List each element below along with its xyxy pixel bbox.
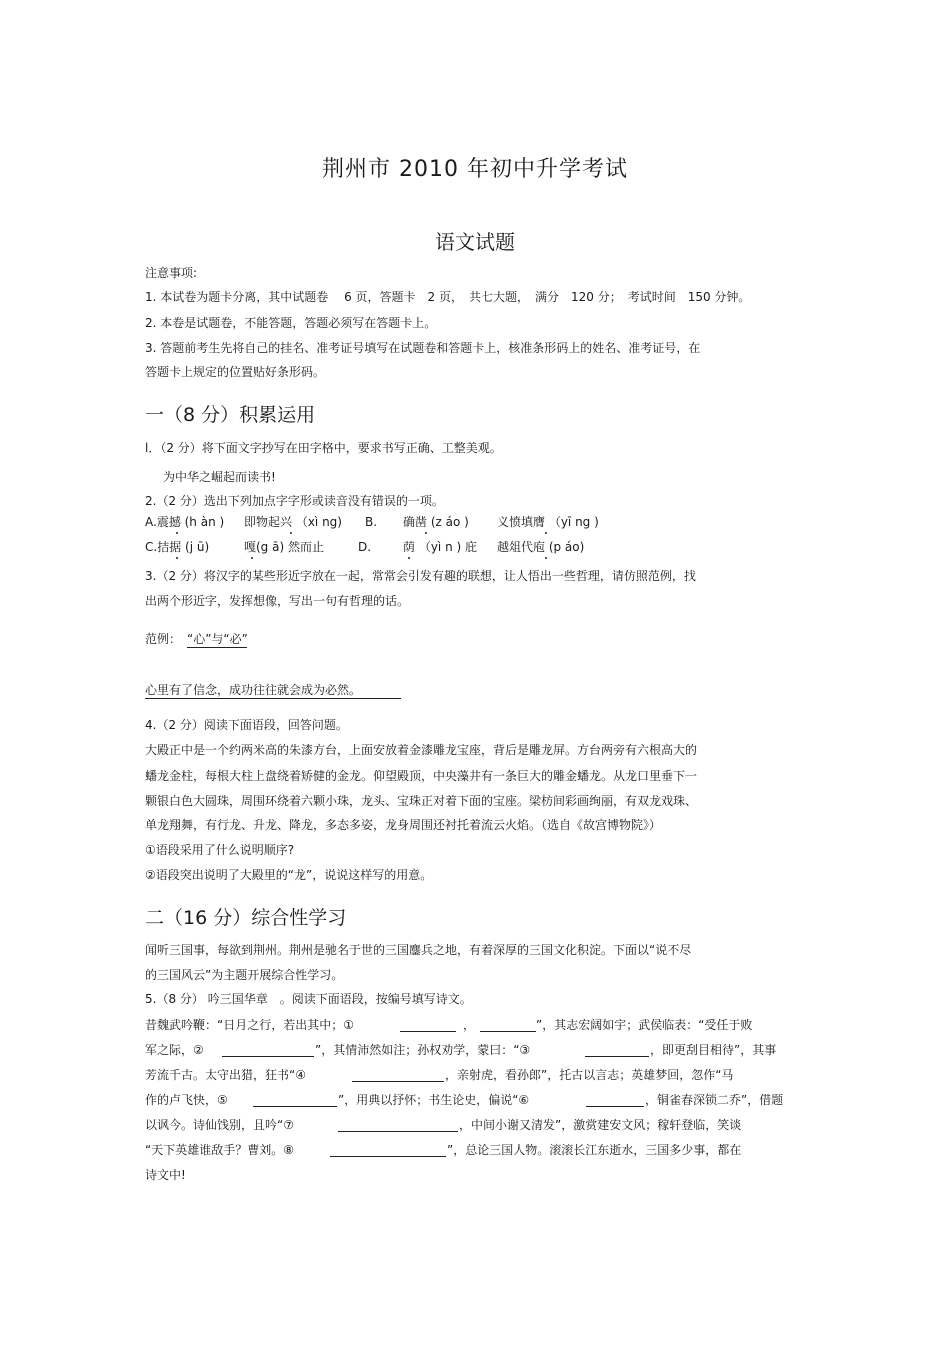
exam-title: 荆州市 2010 年初中升学考试 <box>322 157 628 182</box>
fill-line-6b: ”，总论三国人物。滚滚长江东逝水，三国多少事，都在 <box>447 1143 742 1157</box>
emphasis-dot <box>176 532 178 534</box>
answer-blank <box>585 1044 649 1057</box>
passage-line-3: 颗银白色大圆珠，周围环绕着六颗小珠，龙头、宝珠正对着下面的宝座。梁枋间彩画绚丽，有双龙戏珠、 <box>145 794 698 808</box>
passage-line-4: 单龙翔舞，有行龙、升龙、降龙，多态多姿，龙身周围还衬托着流云火焰。（选自《故宫博物院》） <box>145 818 662 832</box>
fill-line-6a: “天下英雄谁敌手？曹刘。⑧ <box>145 1143 294 1157</box>
question-4: 4.（2 分）阅读下面语段，回答问题。 <box>145 718 348 732</box>
answer-blank <box>253 1094 337 1107</box>
fill-line-5b: ，中间小谢又清发”，激赏建安文风；稼轩登临，笑谈 <box>459 1118 742 1132</box>
fill-line-1a: 昔魏武吟鞭：“日月之行，若出其中；① <box>145 1018 354 1032</box>
emphasis-dot <box>425 532 427 534</box>
question-1: l．（2 分）将下面文字抄写在田字格中，要求书写正确、工整美观。 <box>145 441 502 455</box>
option-b-1: 确凿 (z áo ) <box>403 515 469 529</box>
answer-blank <box>586 1094 644 1107</box>
note-item-3-line-1: 3. 答题前考生先将自己的挂名、准考证号填写在试题卷和答题卡上，核准条形码上的姓名、准考证号，在 <box>145 341 701 355</box>
option-c-2: 嘎(g ā) 然而止 <box>244 540 324 554</box>
passage-line-1: 大殿正中是一个约两米高的朱漆方台，上面安放着金漆雕龙宝座，背后是雕龙屏。方台两旁有六根高大的 <box>145 743 698 757</box>
option-d-label: D. <box>358 540 372 554</box>
example-answer: 心里有了信念，成功往往就会成为必然。 <box>145 683 401 699</box>
option-b-2: 义愤填膺 （yī ng ) <box>497 515 599 529</box>
exam-subtitle: 语文试题 <box>435 230 515 254</box>
question-3-line-2: 出两个形近字，发挥想像，写出一句有哲理的话。 <box>145 594 410 608</box>
fill-line-3b: ，亲射虎，看孙郎”，托古以言志；英雄梦回，忽作“马 <box>445 1068 734 1082</box>
fill-line-2b: ”，其情沛然如注；孙权劝学，蒙曰：“③ <box>315 1043 531 1057</box>
notes-heading: 注意事项: <box>145 266 198 280</box>
option-a-1: A.震撼 (h àn ) <box>145 515 225 529</box>
note-item-3-line-2: 答题卡上规定的位置贴好条形码。 <box>145 365 326 379</box>
example-value: “心”与“必” <box>187 632 248 646</box>
option-d-1: 荫 （yì n ) 庇 <box>403 540 477 554</box>
emphasis-dot <box>176 557 178 559</box>
option-b-label: B. <box>365 515 378 529</box>
section-1-heading: 一（8 分）积累运用 <box>145 404 316 426</box>
sub-question-2: ②语段突出说明了大殿里的“龙”，说说这样写的用意。 <box>145 868 433 882</box>
section-2-intro-line-1: 闻听三国事，每欲到荆州。荆州是驰名于世的三国鏖兵之地，有着深厚的三国文化积淀。下面以“说不尽 <box>145 943 692 957</box>
passage-line-2: 蟠龙金柱，每根大柱上盘绕着矫健的金龙。仰望殿顶，中央藻井有一条巨大的雕金蟠龙。从龙口里垂下一 <box>145 769 698 783</box>
section-2-intro-line-2: 的三国风云”为主题开展综合性学习。 <box>145 968 344 982</box>
fill-line-4c: ，铜雀春深锁二乔”，借题 <box>645 1093 784 1107</box>
example-label: 范例： <box>145 632 182 646</box>
question-3-line-1: 3.（2 分）将汉字的某些形近字放在一起，常常会引发有趣的联想，让人悟出一些哲理，请仿照范例，找 <box>145 569 696 583</box>
note-item-1: 1. 本试卷为题卡分离，其中试题卷 6 页，答题卡 2 页， 共七大题， 满分 120 分； 考试时间 150 分钟。 <box>145 290 751 304</box>
answer-blank <box>338 1119 458 1132</box>
emphasis-dot <box>545 557 547 559</box>
option-d-2: 越俎代庖 (p áo) <box>497 540 585 554</box>
fill-line-4b: ”，用典以抒怀；书生论史，偏说“⑥ <box>338 1093 530 1107</box>
question-5: 5.（8 分） 吟三国华章 。阅读下面语段，按编号填写诗文。 <box>145 992 472 1006</box>
option-a-2: 即物起兴 （xì ng) <box>244 515 342 529</box>
fill-line-4a: 作的卢飞快，⑤ <box>145 1093 228 1107</box>
answer-blank <box>330 1144 446 1157</box>
emphasis-dot <box>251 557 253 559</box>
fill-line-5a: 以讽今。诗仙饯别，且吟“⑦ <box>145 1118 294 1132</box>
fill-line-7: 诗文中! <box>145 1168 186 1182</box>
fill-line-3a: 芳流千古。太守出猎，狂书“④ <box>145 1068 306 1082</box>
question-1-text: 为中华之崛起而读书! <box>163 470 276 484</box>
fill-line-1c: ”，其志宏阔如宇；武侯临表：“受任于败 <box>536 1018 753 1032</box>
fill-line-2c: ，即更刮目相待”，其事 <box>650 1043 777 1057</box>
fill-line-2a: 军之际，② <box>145 1043 204 1057</box>
emphasis-dot <box>545 532 547 534</box>
answer-blank <box>480 1019 536 1032</box>
question-2: 2.（2 分）选出下列加点字字形或读音没有错误的一项。 <box>145 494 444 508</box>
note-item-2: 2. 本卷是试题卷，不能答题，答题必须写在答题卡上。 <box>145 316 437 330</box>
answer-blank <box>352 1069 444 1082</box>
section-2-heading: 二（16 分）综合性学习 <box>145 907 347 929</box>
answer-blank <box>222 1044 314 1057</box>
emphasis-dot <box>408 557 410 559</box>
emphasis-dot <box>290 532 292 534</box>
sub-question-1: ①语段采用了什么说明顺序? <box>145 843 295 857</box>
option-c-1: C.拮据 (j ū) <box>145 540 210 554</box>
answer-blank <box>400 1019 456 1032</box>
fill-line-1b: ， <box>463 1018 476 1032</box>
